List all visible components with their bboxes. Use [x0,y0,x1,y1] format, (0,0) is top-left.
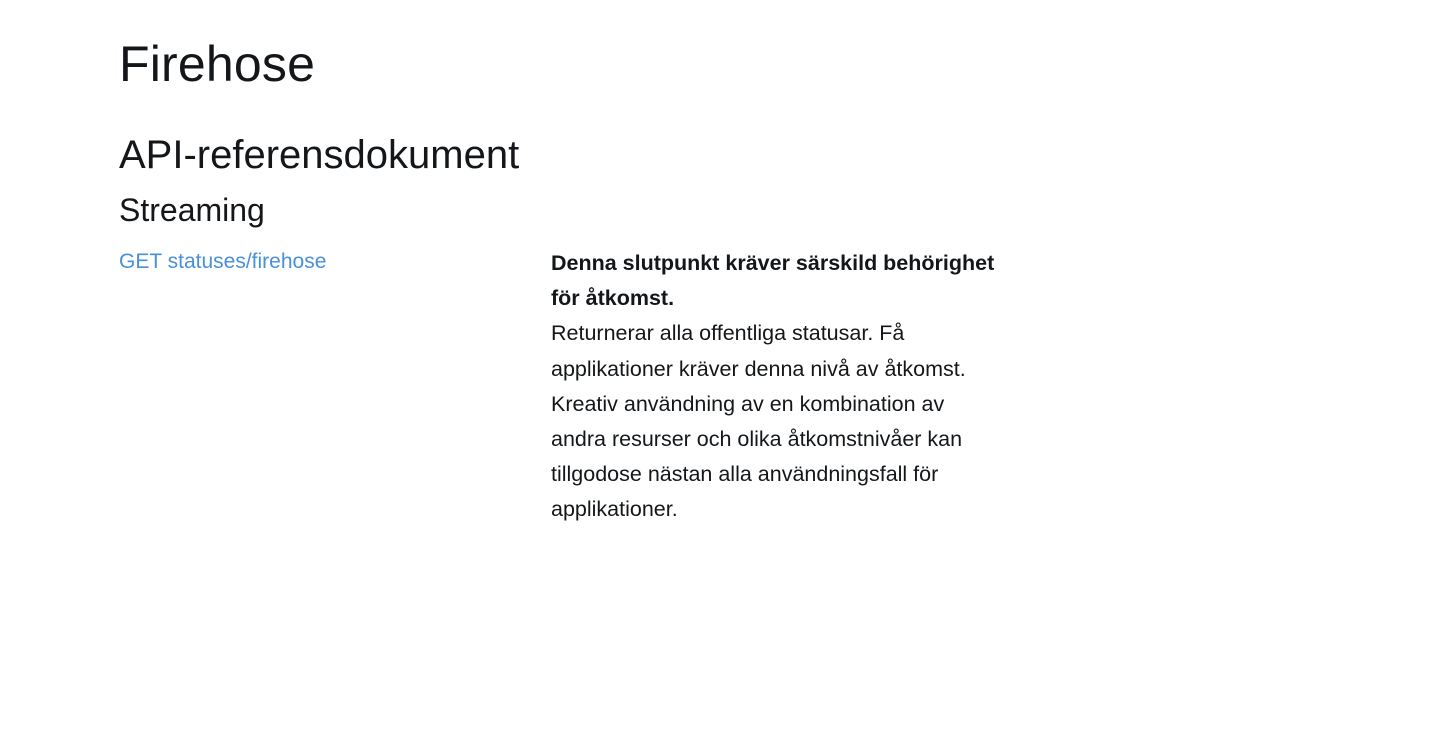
permission-notice: Denna slutpunkt kräver särskild behörighet för åtkomst. [551,251,995,311]
page-title: Firehose [119,36,316,92]
section-title: API-referensdokument [119,133,520,177]
endpoint-description-text: Returnerar alla offentliga statusar. Få applikationer kräver denna nivå av åtkomst. Kreativ användning av en kombination av andra resurser och olika åtkomstnivåer kan tillgodose nästan alla användningsfall för applikationer. [551,321,966,522]
endpoint-link-get-statuses-firehose[interactable]: GET statuses/firehose [119,250,327,273]
subsection-title: Streaming [119,192,265,228]
endpoint-description [551,246,1001,528]
